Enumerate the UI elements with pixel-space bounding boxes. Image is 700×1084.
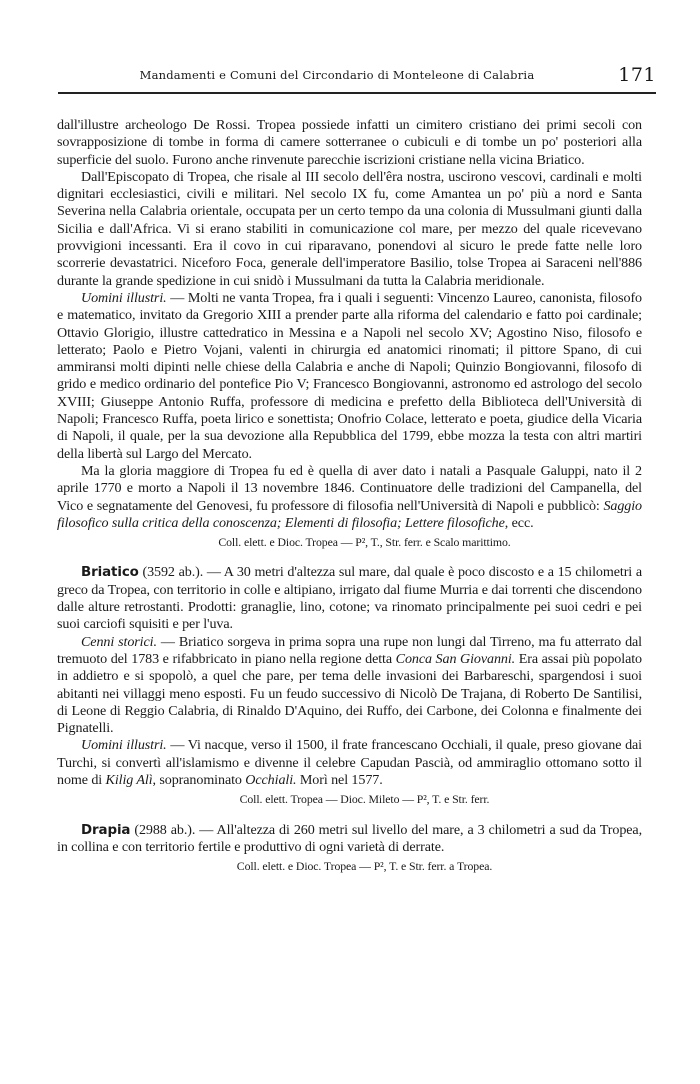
paragraph-text: — Vi nacque, verso il 1500, il frate francescano Occhiali, il quale, preso giovane dai Turchi, si convertì all'islamismo e divenne il celebre Capudan Pascià, od ammiraglio ottomano sotto il nome di (57, 737, 642, 788)
entry-name-drapia: Drapia (81, 822, 131, 838)
caption-drapia: Coll. elett. e Dioc. Tropea — P², T. e Str. ferr. a Tropea. (236, 859, 493, 874)
header-rule (58, 92, 656, 94)
section-label-cenni-storici: Cenni storici. (81, 633, 157, 650)
caption-briatico: Coll. elett. Tropea — Dioc. Mileto — P², T. e Str. ferr. (239, 792, 490, 807)
paragraph-text: Morì nel 1577. (296, 771, 383, 788)
paragraph-briatico-cenni-storici (57, 634, 642, 738)
page-number: 171 (618, 64, 656, 86)
paragraph-text: , sopranominato (152, 771, 246, 788)
section-label-uomini-illustri: Uomini illustri. (81, 289, 167, 306)
entry-intro: (3592 ab.). — A 30 metri d'altezza sul mare, dal quale è poco discosto e a 15 chilometri a greco da Tropea, con territorio in colle e altipiano, irrigato dal fiume Murria e dai torrenti che discendono dalle alture retrostanti. Prodotti: granaglie, lino, cotone; va rinomato principalmente pei suoi cedri e pei suoi carciofi squisiti e per l'uva. (57, 564, 642, 633)
paragraph-tropea-episcopato: Dall'Episcopato di Tropea, che risale al III secolo dell'êra nostra, uscirono vescovi, cardinali e molti dignitari ecclesiastici, civili e militari. Nel secolo IX fu, come Amantea un po' più a nord e Santa Severina nella Calabria orientale, occupata per un certo tempo da una colonia di Mussulmani giunti dalla Sicilia e dall'Africa. Vi si erano stabiliti in comunicazione col mare, per mezzo del quale ricevevano provvigioni incessanti. Era il covo in cui riparavano, ponendovi al sicuro le prede fatte nelle loro scorrerie devastatrici. Niceforo Foca, generale dell'imperatore Basilio, tolse Tropea ai Saraceni nell'886 durante la grande spedizione in cui snidò i Mussulmani da tutta la Calabria meridionale. (57, 168, 642, 289)
paragraph-tropea-galuppi (57, 463, 642, 532)
entry-drapia (57, 822, 642, 857)
entry-name-briatico: Briatico (81, 565, 139, 581)
header-title: Mandamenti e Comuni del Circondario di Monteleone di Calabria (139, 68, 535, 82)
page-body (57, 117, 642, 875)
galuppi-works: Saggio filosofico sulla critica della conoscenza; Elementi di filosofia; Lettere filosofiche (57, 497, 642, 531)
paragraph-tropea-cimitero: dall'illustre archeologo De Rossi. Tropea possiede infatti un cimitero cristiano dei primi secoli con sovrapposizione di tombe in forma di camere sotterranee o cubiculi e di tombe un po' posteriori alla superficie del suolo. Furono anche rinvenute parecchie iscrizioni cristiane nella vicina Briatico. (57, 117, 642, 168)
entry-briatico (57, 564, 642, 633)
paragraph-briatico-uomini-illustri (57, 737, 642, 789)
paragraph-tropea-uomini-illustri (57, 290, 642, 463)
running-header (58, 64, 656, 88)
paragraph-text: Ma la gloria maggiore di Tropea fu ed è quella di aver dato i natali a Pasquale Galuppi, nato il 2 aprile 1770 e morto a Napoli il 13 novembre 1846. Continuatore delle tradizioni del Campanella, del Vico e segnatamente del Genovesi, fu professore di filosofia nell'Università di Napoli e pubblicò: (57, 462, 642, 514)
nickname: Occhiali. (245, 771, 297, 788)
ottoman-name: Kilig Alì (105, 771, 153, 788)
paragraph-text: — Briatico sorgeva in prima sopra una rupe non lungi dal Tirreno, ma fu atterrato dal tremuoto del 1783 e rifabbricato in piano nella regione detta (57, 633, 642, 667)
paragraph-text: — Molti ne vanta Tropea, fra i quali i seguenti: Vincenzo Laureo, canonista, filosofo e matematico, invitato da Gregorio XIII a prender parte alla riforma del calendario e fatto poi cardinale; Ottavio Glorigio, illustre cattedratico in Messina e a Napoli nel secolo XV; Agostino Niso, filosofo e letterato; Paolo e Pietro Vojani, valenti in chirurgia ed anatomici rinomati; il pittore Spano, di cui ammiransi molti dipinti nelle chiese della Calabria e anche di Napoli; Quinzio Bongiovanni, filosofo di grido e medico ordinario del pontefice Pio V; Francesco Bongiovanni, astronomo ed astrologo del secolo XVIII; Giuseppe Antonio Ruffa, professore di medicina e prefetto della Biblioteca dell'Università di Napoli; Francesco Ruffa, poeta lirico e sonettista; Onofrio Colace, letterato e poeta, giudice della Vicaria di Napoli, il quale, per la sua devozione alla Repubblica del 1799, ebbe mozza la testa con altri martiri della libertà sul Largo del Mercato. (57, 289, 642, 462)
paragraph-text-end: , ecc. (504, 514, 534, 531)
caption-tropea: Coll. elett. e Dioc. Tropea — P², T., Str. ferr. e Scalo marittimo. (218, 535, 511, 550)
paragraph-text: Era assai più popolato in addietro e si spopolò, a quel che pare, per tema delle invasioni dei Barbareschi, spargendosi i suoi abitanti nei villaggi meno esposti. Fu un feudo successivo di Nicolò De Trajana, di Roberto De Santilisi, di Leone di Reggio Calabria, di Rinaldo D'Aquino, dei Ruffo, dei Carbone, dei Colonna e finalmente dei Pignatelli. (57, 650, 642, 737)
section-label-uomini-illustri: Uomini illustri. (81, 737, 167, 754)
place-name: Conca San Giovanni. (395, 650, 516, 667)
entry-intro: (2988 ab.). — All'altezza di 260 metri sul livello del mare, a 3 chilometri a sud da Tropea, in collina e con territorio fertile e produttivo di ogni varietà di derrate. (57, 821, 642, 855)
